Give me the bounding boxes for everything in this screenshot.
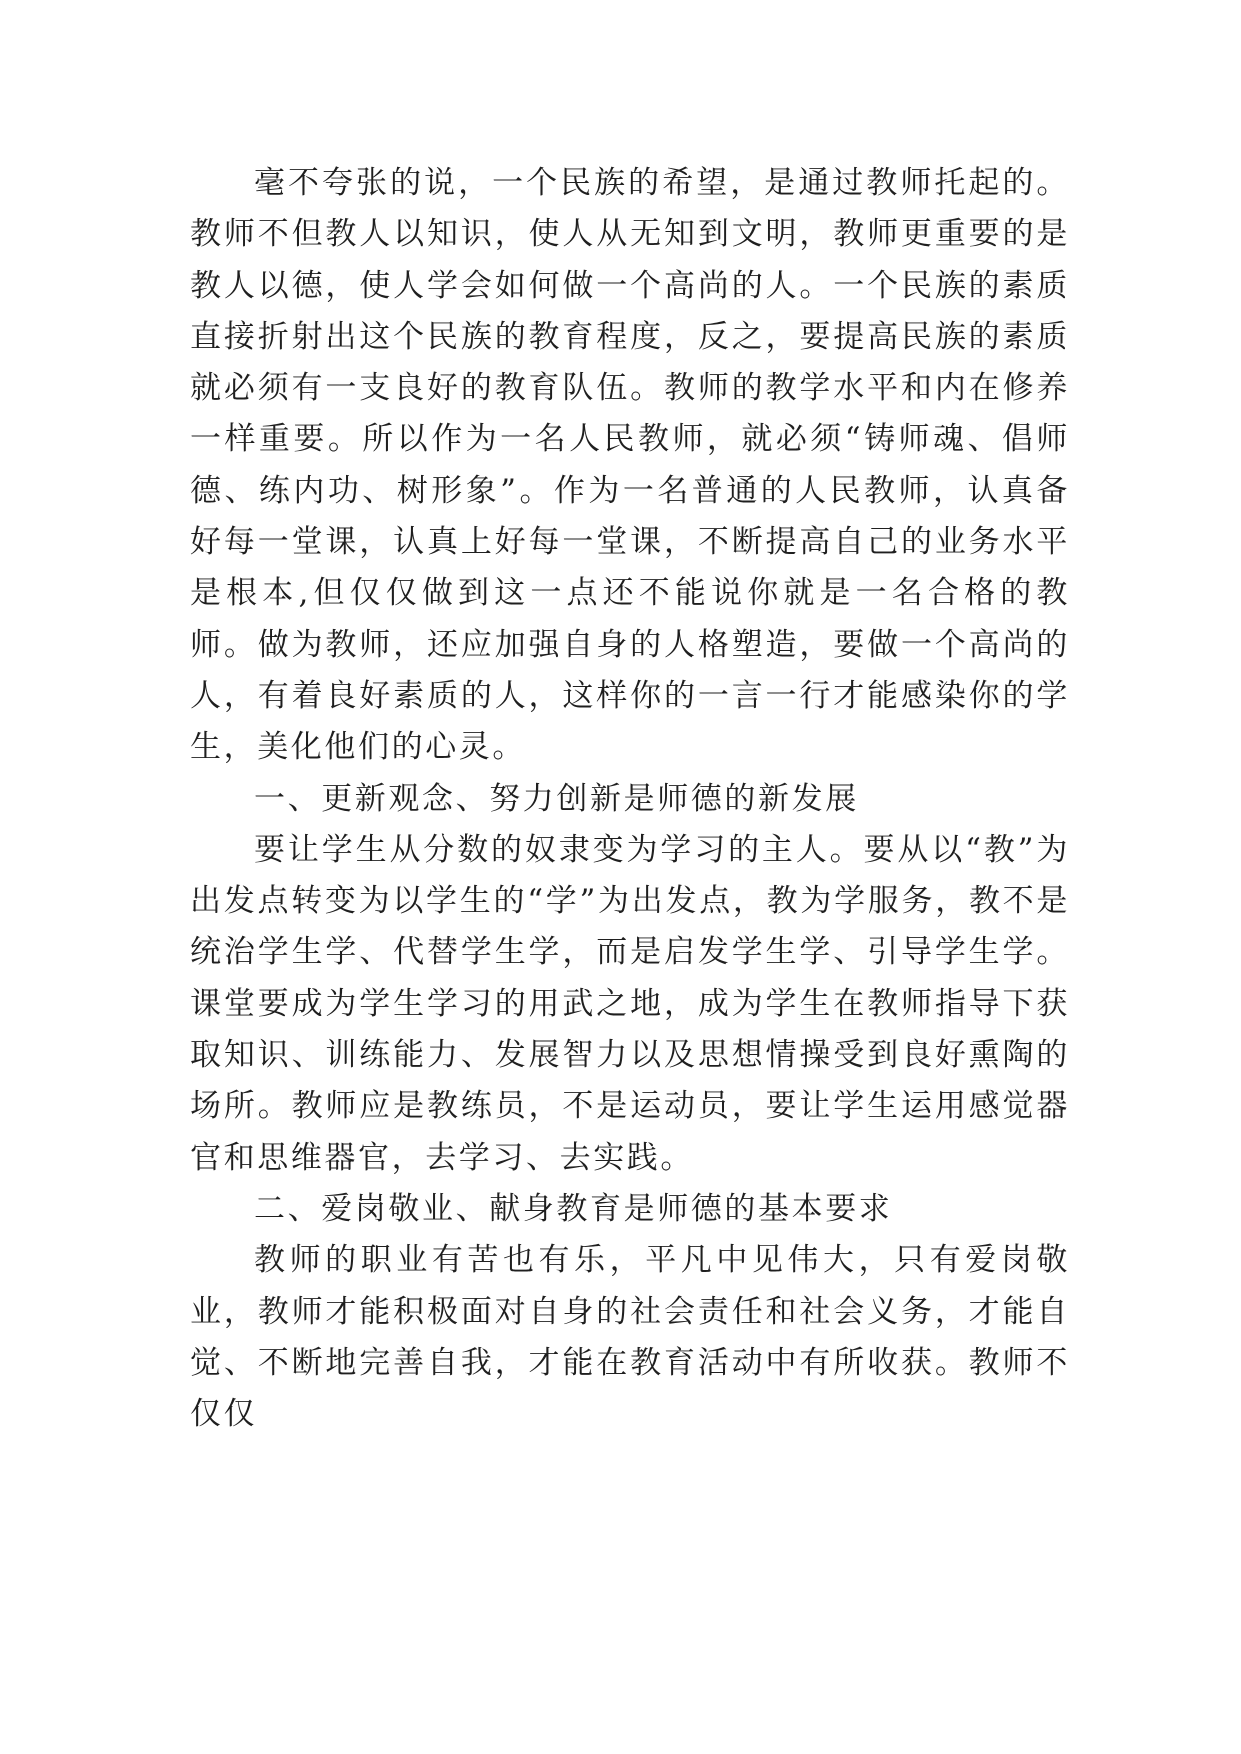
intro-paragraph: 毫不夸张的说，一个民族的希望，是通过教师托起的。教师不但教人以知识，使人从无知到文明，教师更重要的是教人以德，使人学会如何做一个高尚的人。一个民族的素质直接折射出这个民族的教育程度，反之，要提高民族的素质就必须有一支良好的教育队伍。教师的教学水平和内在修养一样重要。所以作为一名人民教师，就必须“铸师魂、倡师德、练内功、树形象”。作为一名普通的人民教师，认真备好每一堂课，认真上好每一堂课，不断提高自己的业务水平是根本,但仅仅做到这一点还不能说你就是一名合格的教师。做为教师，还应加强自身的人格塑造，要做一个高尚的人，有着良好素质的人，这样你的一言一行才能感染你的学生，美化他们的心灵。 xyxy=(190,165,1070,766)
section-heading-1: 一、更新观念、努力创新是师德的新发展 xyxy=(254,780,859,817)
section-2-paragraph: 教师的职业有苦也有乐，平凡中见伟大，只有爱岗敬业，教师才能积极面对自身的社会责任和社会义务，才能自觉、不断地完善自我，才能在教育活动中有所收获。教师不仅仅 xyxy=(190,1242,1070,1433)
section-heading-2: 二、爱岗敬业、献身教育是师德的基本要求 xyxy=(254,1190,893,1227)
section-1-paragraph: 要让学生从分数的奴隶变为学习的主人。要从以“教”为出发点转变为以学生的“学”为出发点，教为学服务，教不是统治学生学、代替学生学，而是启发学生学、引导学生学。课堂要成为学生学习的用武之地，成为学生在教师指导下获取知识、训练能力、发展智力以及思想情操受到良好熏陶的场所。教师应是教练员，不是运动员，要让学生运用感觉器官和思维器官，去学习、去实践。 xyxy=(190,831,1070,1176)
document-body xyxy=(190,158,1070,1440)
